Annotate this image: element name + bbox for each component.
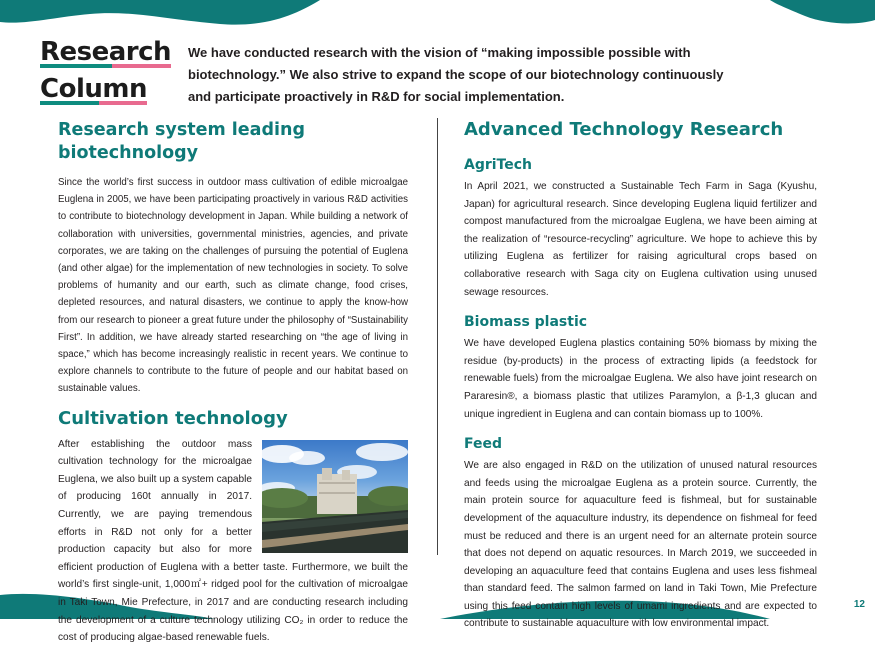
biomass-body: We have developed Euglena plastics containing 50% biomass by mixing the residue (by-products) in the process of extracting lipids (a feedstock for renewable fuels) from the microalgae Euglena. We also have joint research on Pararesin®, a biomass plastic that utilizes Paramylon, a β-1,3 glucan and unique ingredient in Euglena and can contain biomass up to 100%.: [464, 338, 817, 420]
page-number: 12: [853, 599, 865, 610]
right-column: [464, 119, 817, 633]
cultivation-pool-photo: [262, 440, 408, 553]
section-heading-cultivation: Cultivation technology: [58, 407, 288, 429]
intro-paragraph: We have conducted research with the vision of “making impossible possible with biotechnology.” We also strive to expand the scope of our biotechnology continuously and participate proactively in R&D for social implementation.: [188, 45, 724, 104]
cultivation-body-text: After establishing the outdoor mass cultivation technology for the microalgae Euglena, we also built up a system capable of producing 160t annually in 2017. Currently, we are paying tremendous efforts in R&D not only for a better production capacity but also for more efficient production of Euglena with a better taste. Furthermore, we built the world’s first single-unit, 1,000㎡+ ridged pool for the cultivation of microalgae in Taki Town, Mie Prefecture, in 2017 and are conducting research including the development of a culture technology utilizing CO₂ in order to reduce the cost of producing algae-based renewable fuels.: [58, 438, 408, 644]
top-left-wave-shape: [0, 0, 320, 34]
feed-body: We are also engaged in R&D on the utilization of unused natural resources and feeds using the microalgae Euglena as a protein source. Currently, the main protein source for aquaculture feed is fishmeal, but for sustainable development of the aquaculture industry, its dependence on fishmeal for feed must be reduced and there is an urgent need for an alternate protein source that does not depend on aquatic resources. In March 2019, we succeeded in developing an aquaculture feed that contains Euglena and uses less fishmeal than standard feed. The salmon farmed on land in Taki Town, Mie Prefecture using this feed contain high levels of umami ingredients and are expected to contribute to sustainable aquaculture with low environmental impact.: [464, 460, 817, 630]
subheading-feed: Feed: [464, 436, 503, 453]
subheading-biomass-plastic: Biomass plastic: [464, 314, 588, 331]
column-divider: [437, 118, 438, 555]
cultivation-body: [58, 436, 408, 647]
section-heading-research-system: Research system leading biotechnology: [58, 120, 305, 163]
title-line-2: Column: [40, 71, 147, 108]
left-column: [58, 119, 408, 647]
page-title: [40, 34, 171, 108]
subheading-agritech: AgriTech: [464, 157, 533, 173]
section-heading-advanced-tech: Advanced Technology Research: [464, 119, 784, 140]
title-line-1: Research: [40, 34, 171, 71]
top-right-wave-shape: [770, 0, 875, 26]
agritech-body: In April 2021, we constructed a Sustainable Tech Farm in Saga (Kyushu, Japan) for agricultural research. Since developing Euglena liquid fertilizer and compost manufactured from the microalgae Euglena, we have been aiming at the realization of “resource-recycling” agriculture. We hope to achieve this by utilizing Euglena as fertilizer for raising agricultural crops based on collaborative research with Saga city on Euglena cultivation using unused sewage resources.: [464, 181, 817, 298]
research-system-body: Since the world’s first success in outdoor mass cultivation of edible microalgae Euglena in 2005, we have been participating proactively in various R&D activities to contribute to biotechnology development in Japan. While building a network of collaboration with universities, governmental ministries, agencies, and private corporates, we are taking on the challenges of pursuing the potential of Euglena (and other algae) for the implementation of new technologies in society. To solve problems of humanity and our earth, such as climate change, food crises, depleted resources, and natural disasters, we continue to apply the know-how from our research to pioneer a great future under the philosophy of “Sustainability First”. In addition, we have already started researching on “the age of living in space,” which has become increasingly realistic in recent years. We continue to explore channels to contribute to the future of people and our habitat based on sustainable values.: [58, 177, 408, 395]
